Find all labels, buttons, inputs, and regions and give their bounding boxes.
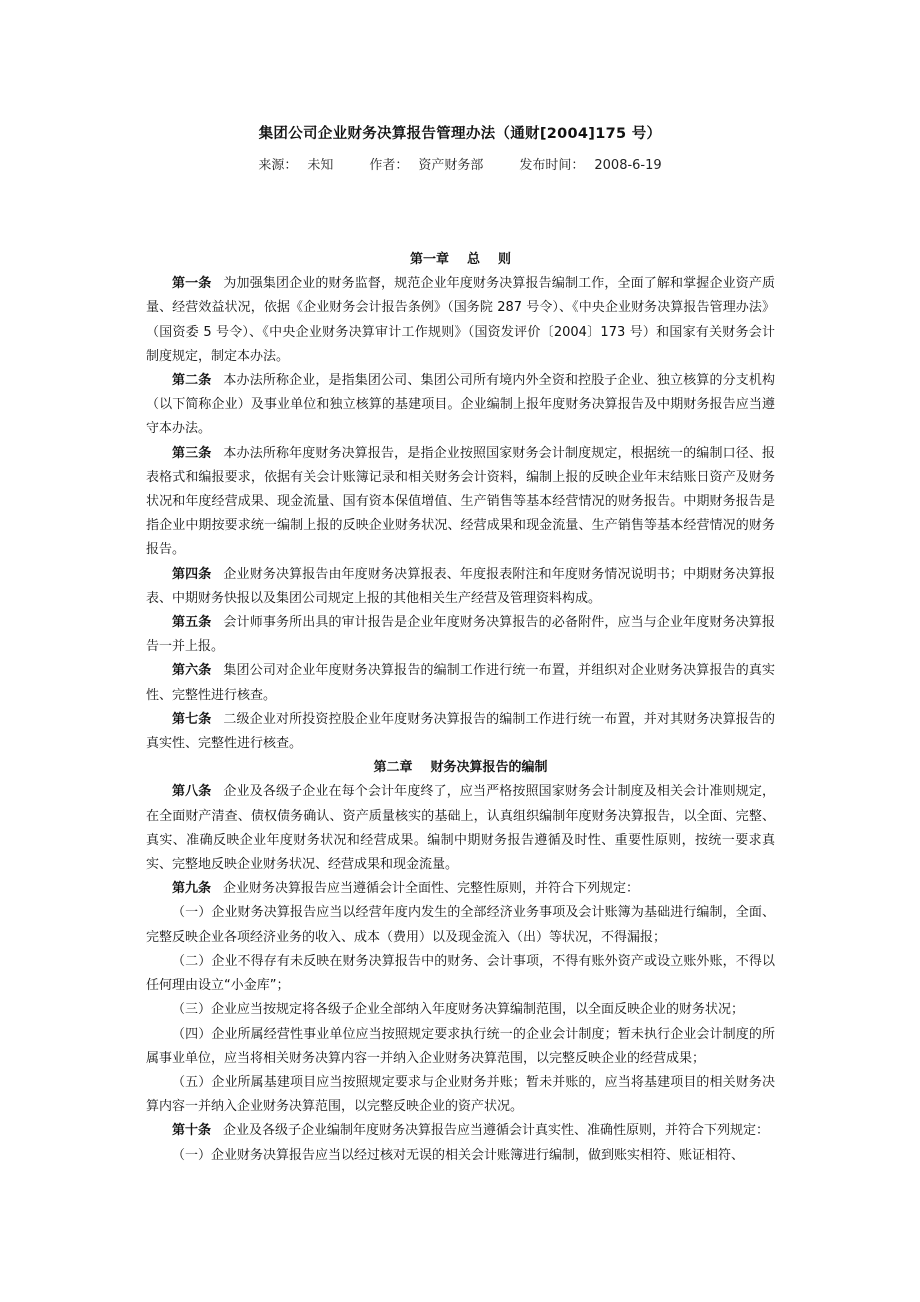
article-10 (146, 1119, 775, 1143)
article-number: 第三条 (172, 445, 212, 461)
article-text: 企业及各级子企业在每个会计年度终了，应当严格按照国家财务会计制度及相关会计准则规定，在全面财产清查、债权债务确认、资产质量核实的基础上，认真组织编制年度财务决算报告，以全面、完整、真实、准确反映企业年度财务状况和经营成果。编制中期财务报告遵循及时性、重要性原则，按统一要求真实、完整地反映企业财务状况、经营成果和现金流量。 (146, 784, 775, 873)
author-value: 资产财务部 (418, 158, 484, 173)
article-number: 第二条 (172, 373, 212, 389)
article-number: 第五条 (172, 615, 212, 631)
article-text: 企业及各级子企业编制年度财务决算报告应当遵循会计真实性、准确性原则，并符合下列规定： (223, 1123, 770, 1139)
article-text: 为加强集团企业的财务监督，规范企业年度财务决算报告编制工作，全面了解和掌握企业资产质量、经营效益状况，依据《企业财务会计报告条例》（国务院 287 号令）、《中央企业财务决算报告管理办法》（国资委 5 号令）、《中央企业财务决算审计工作规则》（国资发评价〔2004〕173 号）和国家有关财务会计制度规定，制定本办法。 (146, 276, 775, 364)
article-6 (146, 659, 775, 707)
date-label: 发布时间： (519, 158, 585, 173)
article-2 (146, 369, 775, 442)
article-number: 第一条 (172, 276, 212, 292)
article-9-item-1: （一）企业财务决算报告应当以经营年度内发生的全部经济业务事项及会计账簿为基础进行编制，全面、完整反映企业各项经济业务的收入、成本（费用）以及现金流入（出）等状况，不得漏报； (146, 905, 775, 945)
chapter-1-title-b: 则 (498, 252, 512, 267)
source-value: 未知 (307, 158, 334, 173)
article-text: 二级企业对所投资控股企业年度财务决算报告的编制工作进行统一布置，并对其财务决算报告的真实性、完整性进行核查。 (146, 711, 775, 752)
chapter-2-number: 第二章 (373, 760, 413, 776)
author-label: 作者： (369, 158, 409, 173)
article-8 (146, 780, 775, 877)
article-4 (146, 563, 775, 611)
chapter-1-title-a: 总 (466, 252, 480, 267)
article-text: 集团公司对企业年度财务决算报告的编制工作进行统一布置，并组织对企业财务决算报告的真实性、完整性进行核查。 (146, 663, 775, 703)
chapter-2-title: 财务决算报告的编制 (430, 760, 548, 776)
date-value: 2008-6-19 (594, 158, 662, 173)
article-text: 会计师事务所出具的审计报告是企业年度财务决算报告的必备附件，应当与企业年度财务决算报告一并上报。 (146, 615, 775, 655)
chapter-1-heading (146, 248, 775, 272)
article-9-item-4: （四）企业所属经营性事业单位应当按照规定要求执行统一的企业会计制度；暂未执行企业会计制度的所属事业单位，应当将相关财务决算内容一并纳入企业财务决算范围，以完整反映企业的经营成果； (146, 1026, 775, 1066)
article-number: 第六条 (172, 663, 212, 679)
source-label: 来源： (258, 158, 298, 173)
article-7 (146, 708, 775, 756)
article-number: 第四条 (172, 566, 212, 582)
article-number: 第八条 (172, 784, 212, 800)
article-text: 企业财务决算报告应当遵循会计全面性、完整性原则，并符合下列规定： (223, 881, 640, 897)
article-9-item-3: （三）企业应当按规定将各级子企业全部纳入年度财务决算编制范围，以全面反映企业的财务状况； (172, 1002, 745, 1018)
article-9-item-5: （五）企业所属基建项目应当按照规定要求与企业财务并账；暂未并账的，应当将基建项目的相关财务决算内容一并纳入企业财务决算范围，以完整反映企业的资产状况。 (146, 1074, 775, 1115)
document-meta (0, 154, 920, 173)
article-3 (146, 442, 775, 563)
chapter-1-number: 第一章 (409, 252, 449, 267)
article-1 (146, 272, 775, 369)
article-5 (146, 611, 775, 659)
article-9 (146, 877, 775, 901)
document-body (146, 248, 775, 1168)
document-title: 集团公司企业财务决算报告管理办法（通财[2004]175 号） (258, 126, 662, 142)
chapter-2-heading (146, 756, 775, 780)
article-number: 第九条 (172, 881, 212, 897)
article-9-item-2: （二）企业不得存有未反映在财务决算报告中的财务、会计事项，不得有账外资产或设立账外账，不得以任何理由设立“小金库”； (146, 953, 775, 994)
article-number: 第十条 (172, 1123, 212, 1139)
article-text: 本办法所称年度财务决算报告，是指企业按照国家财务会计制度规定，根据统一的编制口径、报表格式和编报要求，依据有关会计账簿记录和相关财务会计资料，编制上报的反映企业年末结账日资产及财务状况和年度经营成果、现金流量、国有资本保值增值、生产销售等基本经营情况的财务报告。中期财务报告是指企业中期按要求统一编制上报的反映企业财务状况、经营成果和现金流量、生产销售等基本经营情况的财务报告。 (146, 445, 775, 558)
article-number: 第七条 (172, 711, 212, 727)
article-10-item-1: （一）企业财务决算报告应当以经过核对无误的相关会计账簿进行编制，做到账实相符、账证相符、 (172, 1147, 745, 1163)
article-text: 企业财务决算报告由年度财务决算报表、年度报表附注和年度财务情况说明书；中期财务决算报表、中期财务快报以及集团公司规定上报的其他相关生产经营及管理资料构成。 (146, 566, 775, 606)
article-text: 本办法所称企业，是指集团公司、集团公司所有境内外全资和控股子企业、独立核算的分支机构（以下简称企业）及事业单位和独立核算的基建项目。企业编制上报年度财务决算报告及中期财务报告应当遵守本办法。 (146, 373, 775, 437)
